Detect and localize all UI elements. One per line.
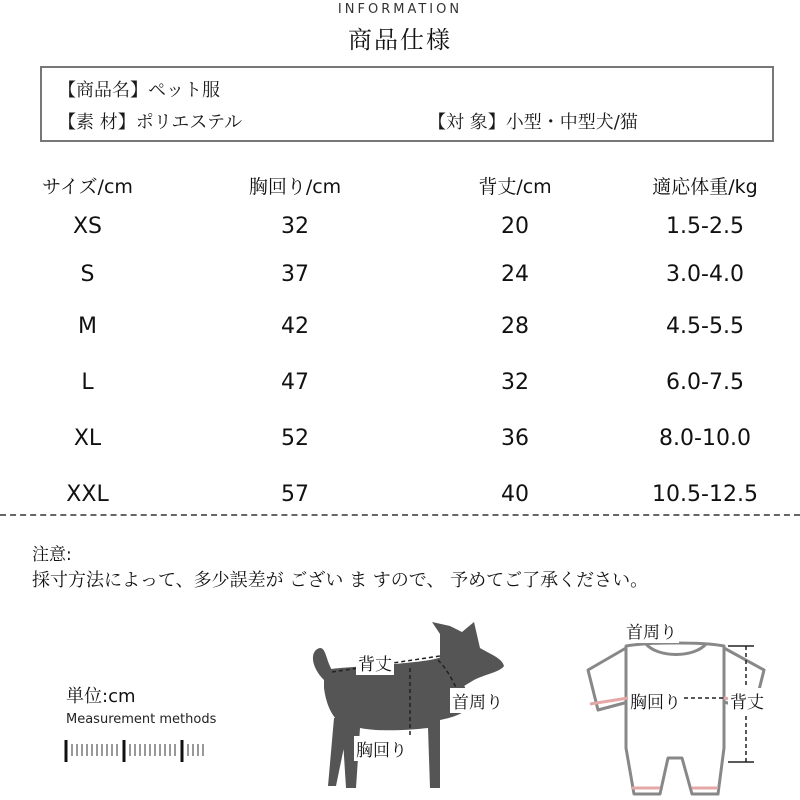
product-name: 【商品名】ペット服 bbox=[58, 80, 220, 101]
note-text: 採寸方法によって、多少誤差が ござい ま すので、 予めてご了承ください。 bbox=[32, 570, 649, 591]
cell-back: 40 bbox=[501, 482, 529, 507]
measurement-methods-label: Measurement methods bbox=[66, 712, 217, 727]
cell-size: XL bbox=[73, 426, 102, 451]
cell-back: 32 bbox=[501, 370, 529, 395]
cell-weight: 4.5-5.5 bbox=[666, 314, 744, 339]
cell-size: XS bbox=[72, 214, 103, 239]
cell-weight: 6.0-7.5 bbox=[666, 370, 744, 395]
cell-weight: 8.0-10.0 bbox=[659, 426, 751, 451]
header-size: サイズ/cm bbox=[42, 176, 133, 198]
ruler-icon bbox=[64, 736, 214, 766]
cell-size: M bbox=[78, 314, 97, 339]
cell-size: XXL bbox=[66, 482, 109, 507]
dog-label-chest: 胸回り bbox=[354, 736, 409, 761]
cell-chest: 52 bbox=[281, 426, 309, 451]
garment-label-neck: 首周り bbox=[624, 618, 679, 643]
cell-chest: 47 bbox=[281, 370, 309, 395]
cell-back: 36 bbox=[501, 426, 529, 451]
header-weight: 適応体重/kg bbox=[652, 176, 758, 198]
cell-weight: 3.0-4.0 bbox=[666, 262, 744, 287]
note-title: 注意: bbox=[32, 545, 72, 565]
header-title-en: INFORMATION bbox=[337, 2, 463, 17]
cell-back: 24 bbox=[501, 262, 529, 287]
header-title-ja: 商品仕様 bbox=[348, 26, 452, 54]
cell-chest: 37 bbox=[281, 262, 309, 287]
garment-label-back: 背丈 bbox=[728, 688, 766, 713]
dog-label-neck: 首周り bbox=[450, 688, 505, 713]
unit-label: 単位:cm bbox=[66, 686, 136, 707]
product-material: 【素 材】ポリエステル bbox=[58, 112, 243, 133]
dashed-divider bbox=[0, 514, 800, 516]
header-back: 背丈/cm bbox=[478, 176, 552, 198]
garment-label-chest: 胸回り bbox=[628, 688, 683, 713]
cell-size: L bbox=[81, 370, 94, 395]
cell-back: 28 bbox=[501, 314, 529, 339]
product-target: 【対 象】小型・中型犬/猫 bbox=[428, 112, 638, 133]
cell-back: 20 bbox=[501, 214, 529, 239]
cell-weight: 10.5-12.5 bbox=[652, 482, 758, 507]
dog-label-back: 背丈 bbox=[356, 650, 394, 675]
cell-size: S bbox=[80, 262, 95, 287]
cell-chest: 32 bbox=[281, 214, 309, 239]
cell-weight: 1.5-2.5 bbox=[666, 214, 744, 239]
cell-chest: 57 bbox=[281, 482, 309, 507]
cell-chest: 42 bbox=[281, 314, 309, 339]
header-chest: 胸回り/cm bbox=[248, 176, 342, 198]
